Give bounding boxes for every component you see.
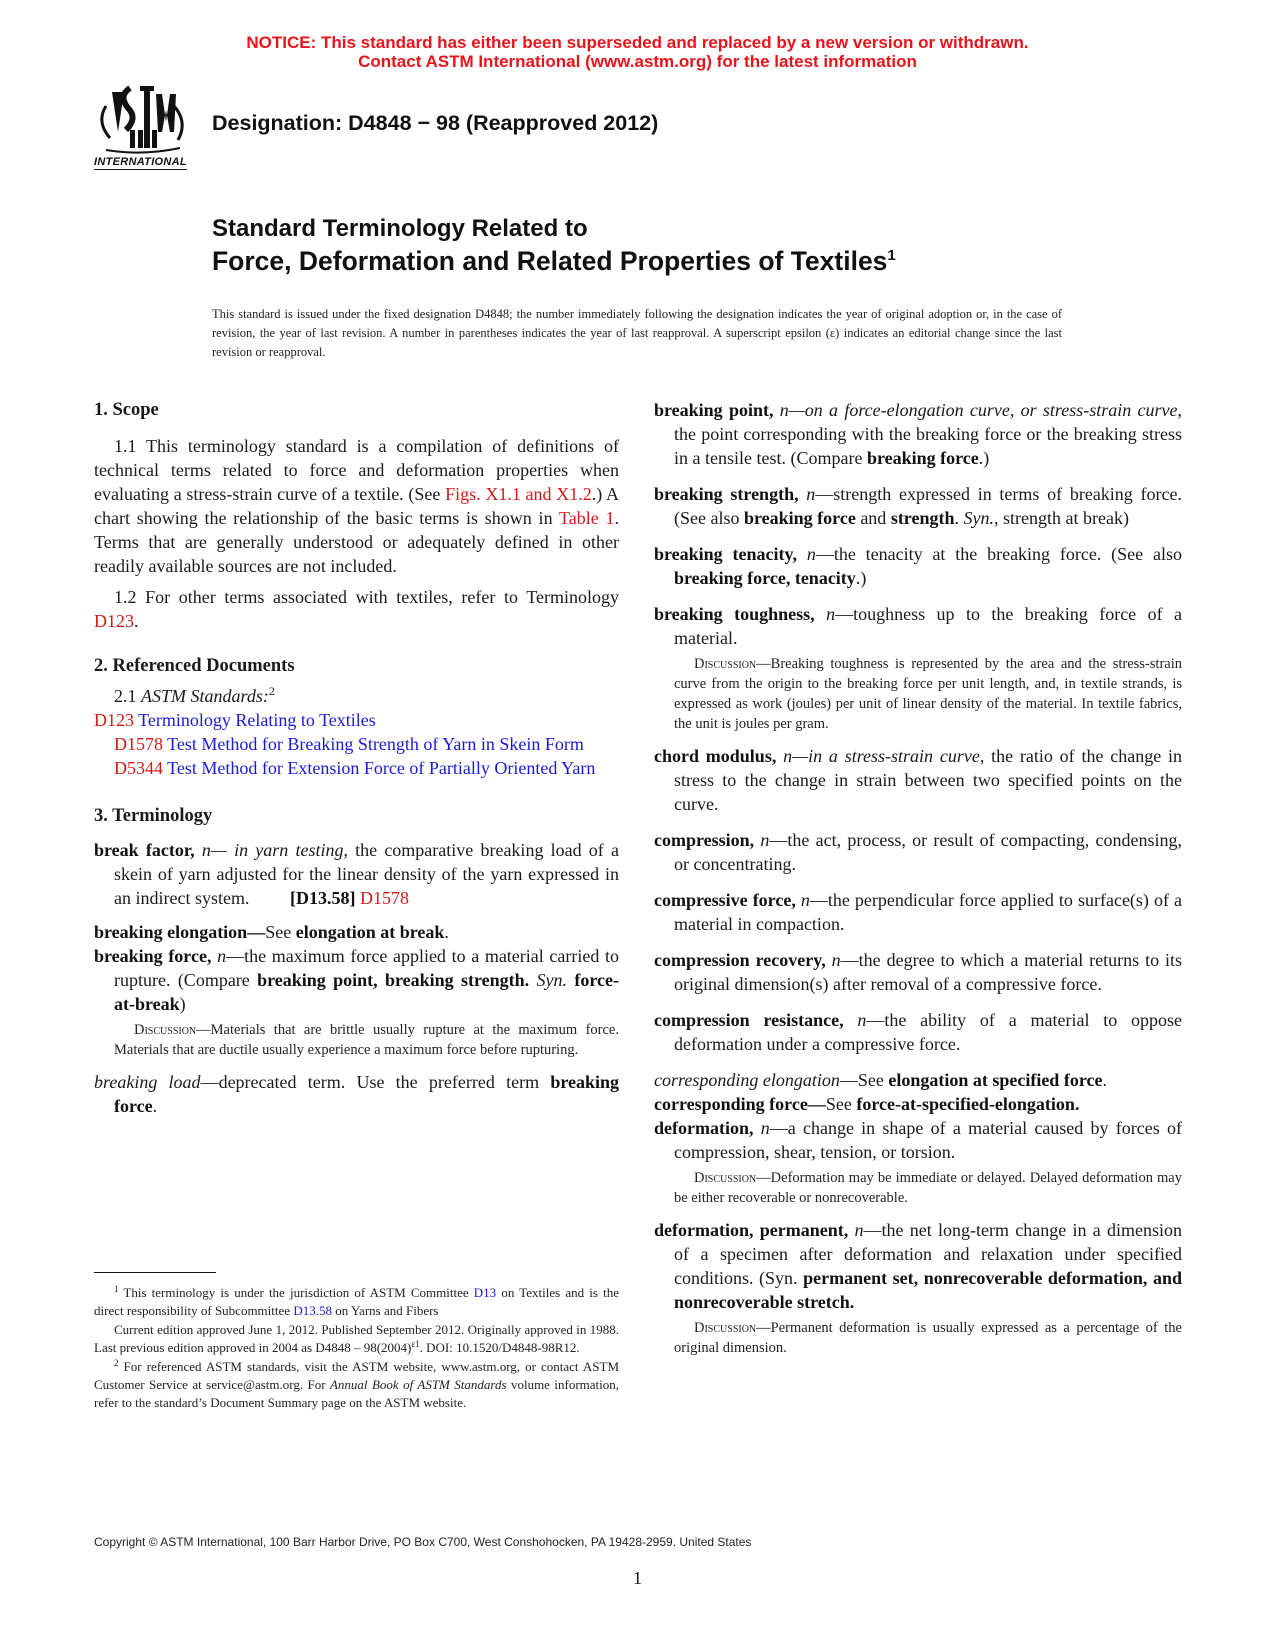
entry-term: breaking toughness, <box>654 604 815 624</box>
entry-context: —in a stress-strain curve <box>792 746 980 766</box>
entry-deformation <box>654 1116 1182 1164</box>
figs-link[interactable]: Figs. X1.1 and X1.2 <box>445 484 592 504</box>
entry-definition: —strength expressed in terms of breaking force. (See also <box>674 484 1182 528</box>
ref-title[interactable]: Terminology Relating to Textiles <box>134 710 376 730</box>
entry-end: .) <box>855 568 867 588</box>
scope-heading: 1. Scope <box>94 400 159 420</box>
entry-syn: Syn. <box>529 970 568 990</box>
entry-end: . <box>444 922 449 942</box>
entry-break-factor <box>94 838 619 910</box>
entry-term: chord modulus, <box>654 746 777 766</box>
entry-see: strength <box>890 508 955 528</box>
entry-breaking-strength <box>654 482 1182 530</box>
entry-see: elongation at break <box>295 922 445 942</box>
entry-end: .) <box>978 448 990 468</box>
title-line-2-text: Force, Deformation and Related Properties of Textiles <box>212 246 888 276</box>
entry-pos: n <box>773 400 789 420</box>
entry-definition: —the act, process, or result of compacting, condensing, or concentrating. <box>674 830 1183 874</box>
footnote-text: For referenced ASTM standards, visit the ASTM website, www.astm.org, or contact ASTM Customer Service at service@astm.org. For <box>94 1359 619 1392</box>
entry-see: breaking force, tenacity <box>674 568 856 588</box>
entry-deformation-permanent <box>654 1218 1182 1314</box>
discussion-label: Discussion <box>694 1320 757 1336</box>
entry-corresponding-force <box>654 1092 1182 1116</box>
entry-term: compressive force, <box>654 890 796 910</box>
entry-compression-resistance <box>654 1008 1182 1056</box>
discussion-breaking-toughness <box>654 654 1182 734</box>
d123-link[interactable]: D123 <box>94 611 134 631</box>
entry-see: force-at-specified-elongation. <box>856 1094 1080 1114</box>
footnote-text: This terminology is under the jurisdiction of ASTM Committee <box>118 1285 474 1300</box>
terminology-heading: 3. Terminology <box>94 806 213 826</box>
entry-pos: n <box>754 830 770 850</box>
footnote-text: volume information, refer to the standard’s Document Summary page on the ASTM website. <box>94 1377 619 1410</box>
entry-end: . <box>152 1096 158 1116</box>
entry-definition: —the net long-term change in a dimension of a specimen after deformation and relaxation under specified conditions. (Syn. <box>674 1220 1182 1288</box>
entry-syn: permanent set, nonrecoverable deformation, and nonrecoverable stretch. <box>674 1268 1182 1312</box>
entry-definition: —the degree to which a material returns to its original dimension(s) after removal of a compressive force. <box>674 950 1183 994</box>
discussion-text: —Materials that are brittle usually rupture at the maximum force. Materials that are ductile usually experience a maximum force before rupturing. <box>114 1022 619 1058</box>
entry-term: corresponding elongation <box>654 1070 840 1090</box>
entry-definition: —deprecated term. Use the preferred term <box>200 1072 551 1092</box>
entry-term: corresponding force— <box>654 1094 826 1114</box>
entry-breaking-point <box>654 398 1182 470</box>
title-line-1: Standard Terminology Related to <box>212 215 588 242</box>
table-link[interactable]: Table 1 <box>559 508 615 528</box>
entry-compressive-force <box>654 888 1182 936</box>
discussion-text: —Deformation may be immediate or delayed. Delayed deformation may be either recoverable or nonrecoverable. <box>674 1170 1182 1206</box>
footnote-text: on Textiles and is the direct responsibility of Subcommittee <box>94 1285 619 1318</box>
footnote-mark: 1 <box>114 1284 119 1294</box>
entry-breaking-tenacity <box>654 542 1182 590</box>
entry-definition: —the ability of a material to oppose deformation under a compressive force. <box>674 1010 1182 1054</box>
discussion-text: —Breaking toughness is represented by the area and the stress-strain curve from the origin to the breaking force per unit length, and, in textile strands, is expressed as work (joules) per unit of linear density of the material. In textile fabrics, the unit is joules per gram. <box>674 656 1182 732</box>
scope-p1-text-b: .) A chart showing the relationship of the basic terms is shown in <box>94 484 619 528</box>
entry-pos: n <box>211 946 227 966</box>
footnote-1-edition <box>94 1321 619 1357</box>
entry-pos: n <box>814 604 836 624</box>
discussion-label: Discussion <box>694 656 757 672</box>
entry-mid: . <box>954 508 964 528</box>
issued-note: This standard is issued under the fixed designation D4848; the number immediately following the designation indicates the year of original adoption or, in the case of revision, the year of last revision. A number in parentheses indicates the year of last reapproval. A superscript epsilon (ε) indicates an editorial change since the last revision or reapproval. <box>212 307 1062 359</box>
entry-definition: See <box>825 1094 857 1114</box>
discussion-label: Discussion <box>694 1170 757 1186</box>
footnote-1 <box>94 1284 619 1320</box>
entry-breaking-toughness <box>654 602 1182 650</box>
designation: Designation: D4848 − 98 (Reapproved 2012) <box>212 111 659 135</box>
page-number: 1 <box>633 1568 642 1588</box>
ref-item-d123[interactable] <box>94 708 619 732</box>
discussion-label: Discussion <box>134 1022 197 1038</box>
entry-definition: —toughness up to the breaking force of a material. <box>674 604 1183 648</box>
entry-term: breaking force, <box>94 946 212 966</box>
discussion-text: —Permanent deformation is usually expressed as a percentage of the original dimension. <box>674 1320 1182 1356</box>
entry-pos: n <box>798 484 816 504</box>
scope-p1-text-c: . Terms that are generally understood or adequately defined in other readily available sources are not included. <box>94 508 619 576</box>
scope-p2-text-a: 1.2 For other terms associated with textiles, refer to Terminology <box>114 587 619 607</box>
discussion-deformation-permanent <box>654 1318 1182 1358</box>
entry-definition: See <box>265 922 296 942</box>
entry-definition: —the maximum force applied to a material carried to rupture. (Compare <box>114 946 620 990</box>
footnote-2 <box>94 1358 619 1412</box>
entry-see: breaking force <box>743 508 856 528</box>
scope-para-2 <box>94 585 619 633</box>
discussion-breaking-force <box>94 1020 619 1060</box>
entry-breaking-load <box>94 1070 619 1118</box>
refdocs-heading: 2. Referenced Documents <box>94 656 295 676</box>
entry-term: break factor, <box>94 840 195 860</box>
ref-code[interactable]: D5344 <box>114 758 163 778</box>
entry-syn-term: force-at-break <box>114 970 619 1014</box>
entry-compression-recovery <box>654 948 1182 996</box>
title-line-2 <box>212 244 896 278</box>
entry-pos: n <box>753 1118 770 1138</box>
footnote-text: on Yarns and Fibers <box>331 1303 439 1318</box>
entry-definition: , the ratio of the change in stress to the change in strain between two specified points on the curve. <box>674 746 1182 814</box>
left-column <box>94 398 619 1130</box>
entry-pos: n <box>843 1010 867 1030</box>
ref-code[interactable]: D123 <box>94 710 134 730</box>
entry-term: compression, <box>654 830 755 850</box>
entry-see: elongation at specified force <box>888 1070 1103 1090</box>
entry-context: —on a force-elongation curve, or stress-strain curve <box>788 400 1178 420</box>
entry-pos: n <box>795 890 810 910</box>
right-column <box>654 398 1182 1368</box>
refdocs-sub-title: ASTM Standards: <box>141 686 269 706</box>
entry-corresponding-elongation <box>654 1068 1182 1092</box>
entry-end: . <box>1102 1070 1107 1090</box>
entry-tag: [D13.58] <box>289 888 356 908</box>
entry-definition: —the perpendicular force applied to surface(s) of a material in compaction. <box>674 890 1182 934</box>
entry-syn: Syn. <box>963 508 994 528</box>
entry-syn-rest: , strength at break) <box>993 508 1129 528</box>
copyright: Copyright © ASTM International, 100 Barr Harbor Drive, PO Box C700, West Conshohocken, PA 19428-2959. United States <box>94 1535 752 1549</box>
scope-p2-text-b: . <box>134 611 139 631</box>
ref-item-d5344[interactable] <box>94 756 619 780</box>
footnote-rule <box>94 1272 216 1273</box>
entry-definition: , the point corresponding with the breaking force or the breaking stress in a tensile test. (Compare <box>674 400 1183 468</box>
logo-wordmark: INTERNATIONAL <box>94 156 187 168</box>
notice-line-2: Contact ASTM International (www.astm.org) for the latest information <box>358 52 917 71</box>
astm-logo <box>92 82 192 174</box>
entry-pos: n <box>825 950 841 970</box>
ref-item-d1578[interactable] <box>94 732 619 756</box>
refdocs-sub-number: 2.1 <box>114 686 141 706</box>
discussion-deformation <box>654 1168 1182 1208</box>
entry-compression <box>654 828 1182 876</box>
ref-title[interactable]: Test Method for Breaking Strength of Yarn in Skein Form <box>163 734 584 754</box>
entry-breaking-elongation <box>94 920 619 944</box>
document-title <box>212 214 896 278</box>
title-footnote-mark: 1 <box>887 247 896 264</box>
refdocs-sub <box>94 684 619 708</box>
footnote-text: Current edition approved June 1, 2012. Published September 2012. Originally approved in 1988. Last previous edition approved in 2004 as D4848 – 98(2004) <box>94 1322 619 1355</box>
epsilon-mark: ε1 <box>411 1339 420 1349</box>
d13-58-link[interactable]: D13.58 <box>293 1303 332 1318</box>
entry-context: in yarn testing <box>234 840 344 860</box>
ref-code[interactable]: D1578 <box>114 734 163 754</box>
ref-title[interactable]: Test Method for Extension Force of Partially Oriented Yarn <box>163 758 596 778</box>
entry-pos: n <box>797 544 816 564</box>
entry-definition: —See <box>839 1070 889 1090</box>
entry-pos: n— <box>194 840 235 860</box>
entry-term: deformation, permanent, <box>654 1220 849 1240</box>
refdocs-sub-mark: 2 <box>268 684 275 698</box>
entry-definition: , the comparative breaking load of a skein of yarn adjusted for the linear density of the yarn expressed in an indirect system. <box>114 840 619 908</box>
d1578-link[interactable]: D1578 <box>359 888 409 908</box>
d13-link[interactable]: D13 <box>473 1285 497 1300</box>
footnote-text: . DOI: 10.1520/D4848-98R12. <box>419 1340 580 1355</box>
entry-term: breaking load <box>94 1072 201 1092</box>
entry-term: compression resistance, <box>654 1010 844 1030</box>
entry-see: breaking force <box>114 1072 619 1116</box>
notice-banner <box>0 33 1275 71</box>
entry-pos: n <box>776 746 793 766</box>
entry-term: breaking elongation— <box>94 922 266 942</box>
entry-term: compression recovery, <box>654 950 826 970</box>
entry-pos: n <box>848 1220 864 1240</box>
entry-term: breaking point, <box>654 400 774 420</box>
entry-breaking-force <box>94 944 619 1016</box>
entry-definition: —the tenacity at the breaking force. (See also <box>815 544 1182 564</box>
scope-para-1 <box>94 434 619 578</box>
entry-end: ) <box>179 994 186 1014</box>
entry-chord-modulus <box>654 744 1182 816</box>
scope-p1-text-a: 1.1 This terminology standard is a compilation of definitions of technical terms related to force and deformation properties when evaluating a stress-strain curve of a textile. (See <box>94 436 619 504</box>
footnote-italic: Annual Book of ASTM Standards <box>329 1377 507 1392</box>
entry-compare: breaking force <box>866 448 979 468</box>
footnotes <box>94 1284 619 1413</box>
notice-line-1: NOTICE: This standard has either been superseded and replaced by a new version or withdrawn. <box>246 33 1029 52</box>
entry-definition: —a change in shape of a material caused by forces of compression, shear, tension, or torsion. <box>674 1118 1182 1162</box>
entry-term: deformation, <box>654 1118 754 1138</box>
footnote-mark: 2 <box>114 1358 119 1368</box>
entry-term: breaking tenacity, <box>654 544 797 564</box>
entry-compare: breaking point, breaking strength. <box>257 970 530 990</box>
entry-and: and <box>855 508 891 528</box>
entry-term: breaking strength, <box>654 484 799 504</box>
